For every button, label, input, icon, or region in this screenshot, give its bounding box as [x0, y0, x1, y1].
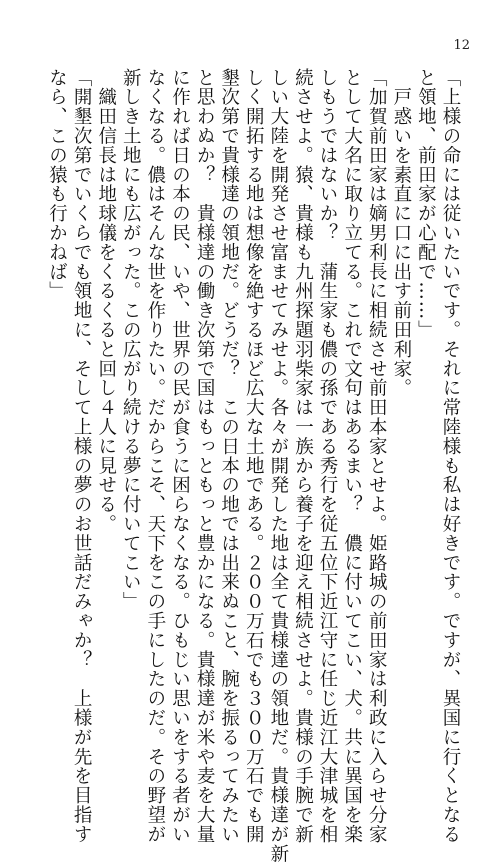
- text-line: として大名に取り立てる。これで文句はあるまい？ 儂に付いてこい、犬。共に異国を楽: [341, 68, 363, 844]
- text-line: なら、この猿も行かねば」: [46, 68, 68, 301]
- text-line: と領地、前田家が心配で……」: [415, 68, 437, 340]
- text-line: と思わぬか？ 貴様達の働き次第で国はもっともっと豊かになる。貴様達が米や麦を大量: [194, 68, 216, 844]
- text-line: 織田信長は地球儀をくるくると回し４人に見せる。: [95, 68, 117, 534]
- text-line: 続させよ。猿、貴様も九州探題羽柴家は一族から養子を迎え相続させよ。貴様の手腕で新: [292, 68, 314, 844]
- text-line: 新しき土地にも広がった。この広がり続ける夢に付いてこい」: [120, 68, 142, 612]
- text-line: なくなる。儂はそんな世を作りたい。だからこそ、天下をこの手にしたのだ。その野望が: [144, 68, 166, 844]
- vertical-text-block: [44, 68, 462, 863]
- text-line: 戸惑いを素直に口に出す前田利家。: [390, 68, 412, 398]
- text-line: 墾次第で貴様達の領地だ。どうだ？ この日本の地では出来ぬこと、腕を振るってみたい: [218, 68, 240, 844]
- text-line: しもうではないか？ 蒲生家も儂の孫である秀行を従五位下近江守に任じ近江大津城を相: [317, 68, 339, 844]
- page-number: 12: [453, 38, 470, 53]
- text-line: しい大陸を開発させ富ませてみせよ。各々が開発した地は全て貴様達の領地だ。貴様達が新: [267, 68, 289, 863]
- text-line: 「開墾次第でいくらでも領地に、そして上様の夢のお世話だみゃか？ 上様が先を目指す: [71, 68, 93, 844]
- text-line: しく開拓する地は想像を絶するほど広大な土地である。２００万石でも３００万石でも開: [243, 68, 265, 844]
- text-line: 「上様の命には従いたいです。それに常陸様も私は好きです。ですが、異国に行くとなる: [440, 68, 461, 844]
- text-line: に作れば日の本の民、いや、世界の民が食うに困らなくなる。ひもじい思いをする者がい: [169, 68, 191, 844]
- text-line: 「加賀前田家は嫡男利長に相続させ前田本家とせよ。姫路城の前田家は利政に入らせ分家: [366, 68, 388, 844]
